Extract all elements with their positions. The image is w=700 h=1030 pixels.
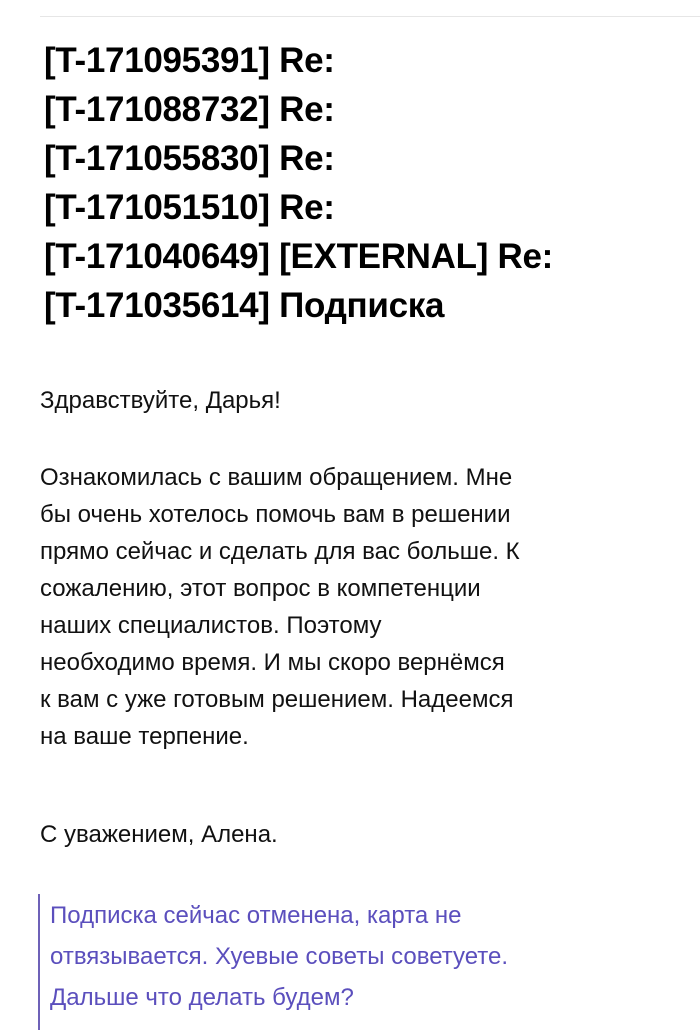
quote-line: отвязывается. Хуевые советы советуете. xyxy=(50,943,509,970)
quote-line: Подписка сейчас отменена, карта не xyxy=(50,902,462,929)
subject-line: [T-171051510] Re: xyxy=(44,188,335,227)
quoted-reply-text xyxy=(50,894,678,1018)
quoted-reply xyxy=(38,894,678,1030)
header-divider xyxy=(40,16,700,17)
email-greeting: Здравствуйте, Дарья! xyxy=(40,387,281,414)
body-line: на ваше терпение. xyxy=(40,723,249,750)
body-line: к вам с уже готовым решением. Надеемся xyxy=(40,686,514,713)
quote-line: Дальше что делать будем? xyxy=(50,984,354,1011)
email-subject xyxy=(44,36,684,330)
email-body-paragraph xyxy=(40,459,680,755)
subject-line: [T-171088732] Re: xyxy=(44,90,335,129)
subject-line: [T-171035614] Подписка xyxy=(44,286,445,325)
body-line: прямо сейчас и сделать для вас больше. К xyxy=(40,538,520,565)
body-line: наших специалистов. Поэтому xyxy=(40,612,382,639)
body-line: Ознакомилась с вашим обращением. Мне xyxy=(40,464,513,491)
body-line: сожалению, этот вопрос в компетенции xyxy=(40,575,481,602)
email-signature: С уважением, Алена. xyxy=(40,821,278,848)
subject-line: [T-171055830] Re: xyxy=(44,139,335,178)
subject-line: [T-171040649] [EXTERNAL] Re: xyxy=(44,237,553,276)
subject-line: [T-171095391] Re: xyxy=(44,41,335,80)
body-line: необходимо время. И мы скоро вернёмся xyxy=(40,649,505,676)
body-line: бы очень хотелось помочь вам в решении xyxy=(40,501,511,528)
